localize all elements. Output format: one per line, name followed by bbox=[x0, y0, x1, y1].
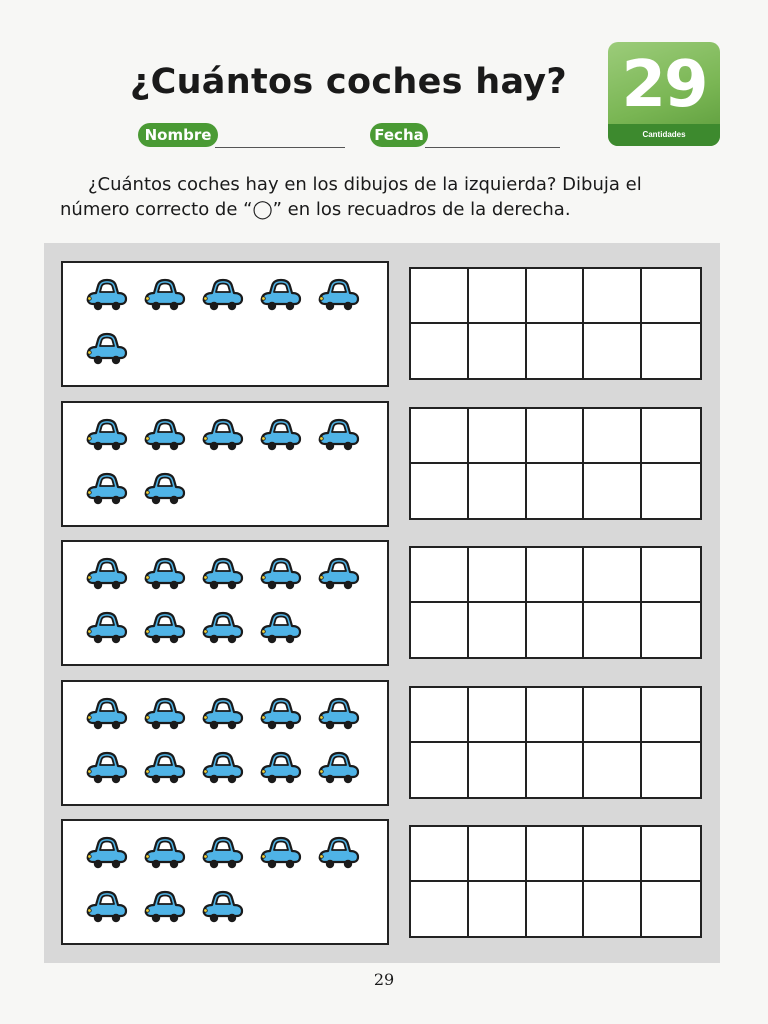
ten-frame-cell[interactable] bbox=[527, 882, 585, 937]
ten-frame-cell[interactable] bbox=[584, 827, 642, 882]
ten-frame-cell[interactable] bbox=[584, 882, 642, 937]
ten-frame-cell[interactable] bbox=[527, 269, 585, 324]
car-icon bbox=[259, 696, 303, 736]
car-icon bbox=[85, 835, 129, 875]
car-icon bbox=[317, 277, 361, 317]
ten-frame-cell[interactable] bbox=[584, 548, 642, 603]
ten-frame-cell[interactable] bbox=[642, 882, 700, 937]
name-field-line[interactable] bbox=[215, 147, 345, 148]
exercise-row bbox=[44, 383, 720, 509]
car-icon bbox=[143, 889, 187, 929]
ten-frame-cell[interactable] bbox=[411, 743, 469, 798]
ten-frame bbox=[409, 546, 702, 659]
car-picture-box bbox=[61, 819, 389, 945]
ten-frame-cell[interactable] bbox=[527, 603, 585, 658]
lesson-topic: Cantidades bbox=[608, 124, 720, 146]
ten-frame-cell[interactable] bbox=[527, 827, 585, 882]
ten-frame-cell[interactable] bbox=[527, 688, 585, 743]
car-icon bbox=[317, 750, 361, 790]
instructions bbox=[60, 172, 710, 222]
car-icon bbox=[143, 696, 187, 736]
lesson-badge bbox=[608, 42, 720, 146]
ten-frame-cell[interactable] bbox=[584, 269, 642, 324]
car-icon bbox=[85, 610, 129, 650]
exercise-panel bbox=[44, 243, 720, 963]
car-icon bbox=[201, 556, 245, 596]
page-number: 29 bbox=[373, 970, 395, 989]
ten-frame-cell[interactable] bbox=[527, 548, 585, 603]
exercise-row bbox=[44, 801, 720, 927]
instructions-line-1: ¿Cuántos coches hay en los dibujos de la izquierda? Dibuja el bbox=[88, 174, 642, 195]
ten-frame-cell[interactable] bbox=[411, 409, 469, 464]
ten-frame-cell[interactable] bbox=[411, 882, 469, 937]
ten-frame-cell[interactable] bbox=[469, 269, 527, 324]
car-icon bbox=[85, 331, 129, 371]
car-picture-box bbox=[61, 680, 389, 806]
ten-frame-cell[interactable] bbox=[584, 688, 642, 743]
instructions-line-2: número correcto de “◯” en los recuadros de la derecha. bbox=[60, 199, 571, 220]
ten-frame-cell[interactable] bbox=[527, 464, 585, 519]
ten-frame bbox=[409, 407, 702, 520]
exercise-row bbox=[44, 662, 720, 788]
car-icon bbox=[201, 750, 245, 790]
ten-frame-cell[interactable] bbox=[642, 464, 700, 519]
ten-frame-cell[interactable] bbox=[411, 603, 469, 658]
car-icon bbox=[201, 889, 245, 929]
lesson-number: 29 bbox=[621, 48, 707, 122]
ten-frame-cell[interactable] bbox=[469, 827, 527, 882]
ten-frame-cell[interactable] bbox=[469, 882, 527, 937]
ten-frame-cell[interactable] bbox=[411, 827, 469, 882]
ten-frame-cell[interactable] bbox=[469, 688, 527, 743]
car-icon bbox=[317, 556, 361, 596]
car-icon bbox=[143, 417, 187, 457]
ten-frame-cell[interactable] bbox=[469, 603, 527, 658]
car-icon bbox=[85, 750, 129, 790]
car-icon bbox=[85, 556, 129, 596]
car-icon bbox=[317, 696, 361, 736]
ten-frame-cell[interactable] bbox=[469, 464, 527, 519]
car-icon bbox=[85, 696, 129, 736]
ten-frame-cell[interactable] bbox=[469, 409, 527, 464]
car-icon bbox=[85, 417, 129, 457]
ten-frame-cell[interactable] bbox=[642, 269, 700, 324]
date-field-line[interactable] bbox=[425, 147, 560, 148]
ten-frame-cell[interactable] bbox=[527, 324, 585, 379]
car-icon bbox=[85, 889, 129, 929]
car-icon bbox=[317, 417, 361, 457]
ten-frame-cell[interactable] bbox=[527, 409, 585, 464]
car-icon bbox=[143, 471, 187, 511]
ten-frame-cell[interactable] bbox=[584, 743, 642, 798]
car-icon bbox=[259, 610, 303, 650]
date-label: Fecha bbox=[370, 123, 428, 147]
ten-frame bbox=[409, 267, 702, 380]
car-icon bbox=[201, 417, 245, 457]
ten-frame-cell[interactable] bbox=[411, 324, 469, 379]
ten-frame-cell[interactable] bbox=[642, 548, 700, 603]
ten-frame-cell[interactable] bbox=[584, 464, 642, 519]
car-icon bbox=[259, 750, 303, 790]
ten-frame-cell[interactable] bbox=[411, 688, 469, 743]
car-icon bbox=[143, 556, 187, 596]
ten-frame-cell[interactable] bbox=[469, 324, 527, 379]
car-icon bbox=[259, 556, 303, 596]
ten-frame-cell[interactable] bbox=[642, 324, 700, 379]
ten-frame-cell[interactable] bbox=[469, 548, 527, 603]
ten-frame-cell[interactable] bbox=[642, 409, 700, 464]
car-icon bbox=[259, 417, 303, 457]
exercise-row bbox=[44, 243, 720, 369]
ten-frame-cell[interactable] bbox=[411, 464, 469, 519]
car-icon bbox=[201, 696, 245, 736]
car-icon bbox=[201, 277, 245, 317]
car-icon bbox=[85, 471, 129, 511]
ten-frame-cell[interactable] bbox=[642, 827, 700, 882]
ten-frame-cell[interactable] bbox=[469, 743, 527, 798]
ten-frame-cell[interactable] bbox=[584, 324, 642, 379]
ten-frame-cell[interactable] bbox=[642, 603, 700, 658]
car-icon bbox=[259, 277, 303, 317]
ten-frame-cell[interactable] bbox=[527, 743, 585, 798]
car-picture-box bbox=[61, 401, 389, 527]
ten-frame-cell[interactable] bbox=[584, 409, 642, 464]
ten-frame bbox=[409, 686, 702, 799]
ten-frame-cell[interactable] bbox=[411, 269, 469, 324]
car-icon bbox=[201, 610, 245, 650]
car-icon bbox=[143, 750, 187, 790]
car-icon bbox=[259, 835, 303, 875]
exercise-row bbox=[44, 522, 720, 648]
car-picture-box bbox=[61, 540, 389, 666]
ten-frame bbox=[409, 825, 702, 938]
ten-frame-cell[interactable] bbox=[642, 688, 700, 743]
car-icon bbox=[85, 277, 129, 317]
car-icon bbox=[317, 835, 361, 875]
car-icon bbox=[201, 835, 245, 875]
car-icon bbox=[143, 277, 187, 317]
page-title: ¿Cuántos coches hay? bbox=[130, 62, 568, 102]
ten-frame-cell[interactable] bbox=[411, 548, 469, 603]
ten-frame-cell[interactable] bbox=[584, 603, 642, 658]
car-picture-box bbox=[61, 261, 389, 387]
ten-frame-cell[interactable] bbox=[642, 743, 700, 798]
car-icon bbox=[143, 610, 187, 650]
car-icon bbox=[143, 835, 187, 875]
name-label: Nombre bbox=[138, 123, 218, 147]
